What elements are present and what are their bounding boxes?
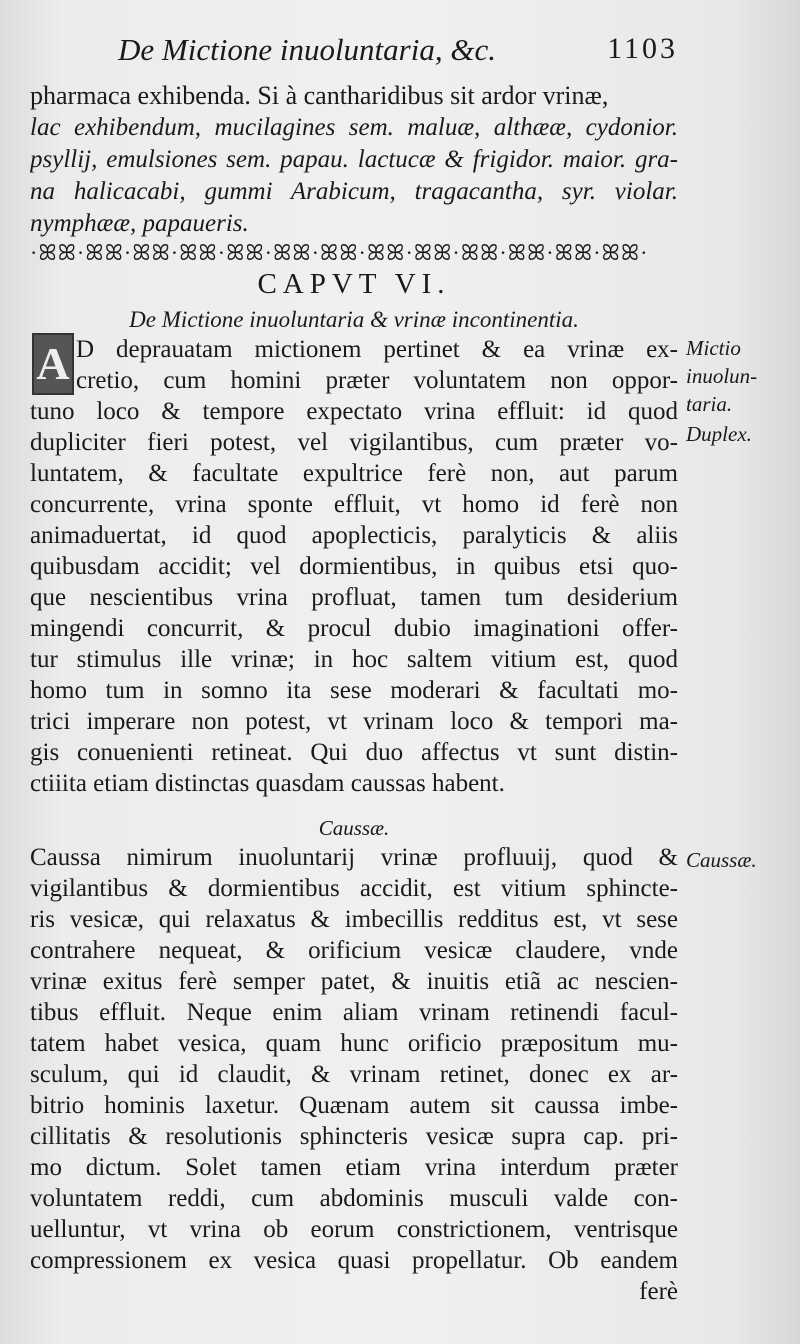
margin-note: Mictio xyxy=(686,336,741,360)
text-line: cillitatis & resolutionis sphincteris vesicæ supra cap. pri- xyxy=(30,1123,678,1150)
text-line: D deprauatam mictionem pertinet & ea vrinæ ex- xyxy=(76,336,678,363)
section-heading: Caussæ. xyxy=(318,816,390,840)
text-line: mingendi concurrit, & procul dubio imaginationi offer- xyxy=(30,615,678,642)
text-line: tatem habet vesica, quam hunc orificio præpositum mu- xyxy=(30,1030,678,1057)
text-line: quibusdam accidit; vel dormientibus, in quibus etsi quo- xyxy=(30,553,678,580)
text-line: tibus effluit. Neque enim aliam vrinam retinendi facul- xyxy=(30,999,678,1026)
text-line: Caussa nimirum inuoluntarij vrinæ profluuij, quod & xyxy=(30,844,678,871)
margin-note: Duplex. xyxy=(686,422,752,446)
text-line: homo tum in somno ita sese moderari & facultati mo- xyxy=(30,677,678,704)
text-line: animaduertat, id quod apoplecticis, paralyticis & aliis xyxy=(30,522,678,549)
ornamental-divider: ·ꕤꕤ·ꕤꕤ·ꕤꕤ·ꕤꕤ·ꕤꕤ·ꕤꕤ·ꕤꕤ·ꕤꕤ·ꕤꕤ·ꕤꕤ·ꕤꕤ·ꕤꕤ·ꕤꕤ· xyxy=(30,240,649,265)
text-line: uelluntur, vt vrina ob eorum constrictionem, ventrisque xyxy=(30,1216,678,1243)
catchword: ferè xyxy=(639,1278,678,1305)
margin-note: inuolun- xyxy=(686,364,758,388)
text-line: ctiiita etiam distinctas quasdam caussas habent. xyxy=(30,770,505,797)
drop-cap: A xyxy=(32,333,74,395)
text-line: trici imperare non potest, vt vrinam loco & tempori ma- xyxy=(30,708,678,735)
chapter-subtitle: De Mictione inuoluntaria & vrinæ incontinentia. xyxy=(129,307,579,332)
margin-note: Caussæ. xyxy=(686,848,757,872)
text-line: lac exhibendum, mucilagines sem. maluæ, althææ, cydonior. xyxy=(30,114,678,141)
text-line: dupliciter fieri potest, vel vigilantibus, cum præter vo- xyxy=(30,429,678,456)
text-line: vigilantibus & dormientibus accidit, est vitium sphincte- xyxy=(30,875,678,902)
text-line: na halicacabi, gummi Arabicum, tragacantha, syr. violar. xyxy=(30,178,678,205)
text-line: nymphææ, papaueris. xyxy=(30,210,249,237)
text-line: tuno loco & tempore expectato vrina effluit: id quod xyxy=(30,398,678,425)
text-line: contrahere nequeat, & orificium vesicæ claudere, vnde xyxy=(30,937,678,964)
text-line: que nescientibus vrina profluat, tamen tum desiderium xyxy=(30,584,678,611)
text-line: sculum, qui id claudit, & vrinam retinet, donec ex ar- xyxy=(30,1061,678,1088)
text-line: vrinæ exitus ferè semper patet, & inuitis etiã ac nescien- xyxy=(30,968,678,995)
text-line: mo dictum. Solet tamen etiam vrina interdum præter xyxy=(30,1154,678,1181)
text-line: bitrio hominis laxetur. Quænam autem sit caussa imbe- xyxy=(30,1092,678,1119)
text-line: psyllij, emulsiones sem. papau. lactucæ & frigidor. maior. gra- xyxy=(30,146,678,173)
running-title: De Mictione inuoluntaria, &c. xyxy=(118,32,496,67)
text-line: compressionem ex vesica quasi propellatur. Ob eandem xyxy=(30,1247,678,1274)
text-line: concurrente, vrina sponte effluit, vt homo id ferè non xyxy=(30,491,678,518)
text-line: ris vesicæ, qui relaxatus & imbecillis redditus est, vt sese xyxy=(30,906,678,933)
margin-note: taria. xyxy=(686,392,733,416)
chapter-title: CAPVT VI. xyxy=(257,268,451,300)
text-line: tur stimulus ille vrinæ; in hoc saltem vitium est, quod xyxy=(30,646,678,673)
text-line: cretio, cum homini præter voluntatem non oppor- xyxy=(76,367,678,394)
page-number: 1103 xyxy=(607,32,678,65)
page-header xyxy=(118,32,678,76)
text-line: voluntatem reddi, cum abdominis musculi valde con- xyxy=(30,1185,678,1212)
text-line: pharmaca exhibenda. Si à cantharidibus sit ardor vrinæ, xyxy=(30,81,609,110)
text-line: gis conuenienti retineat. Qui duo affectus vt sunt distin- xyxy=(30,739,678,766)
text-line: luntatem, & facultate expultrice ferè non, aut parum xyxy=(30,460,678,487)
